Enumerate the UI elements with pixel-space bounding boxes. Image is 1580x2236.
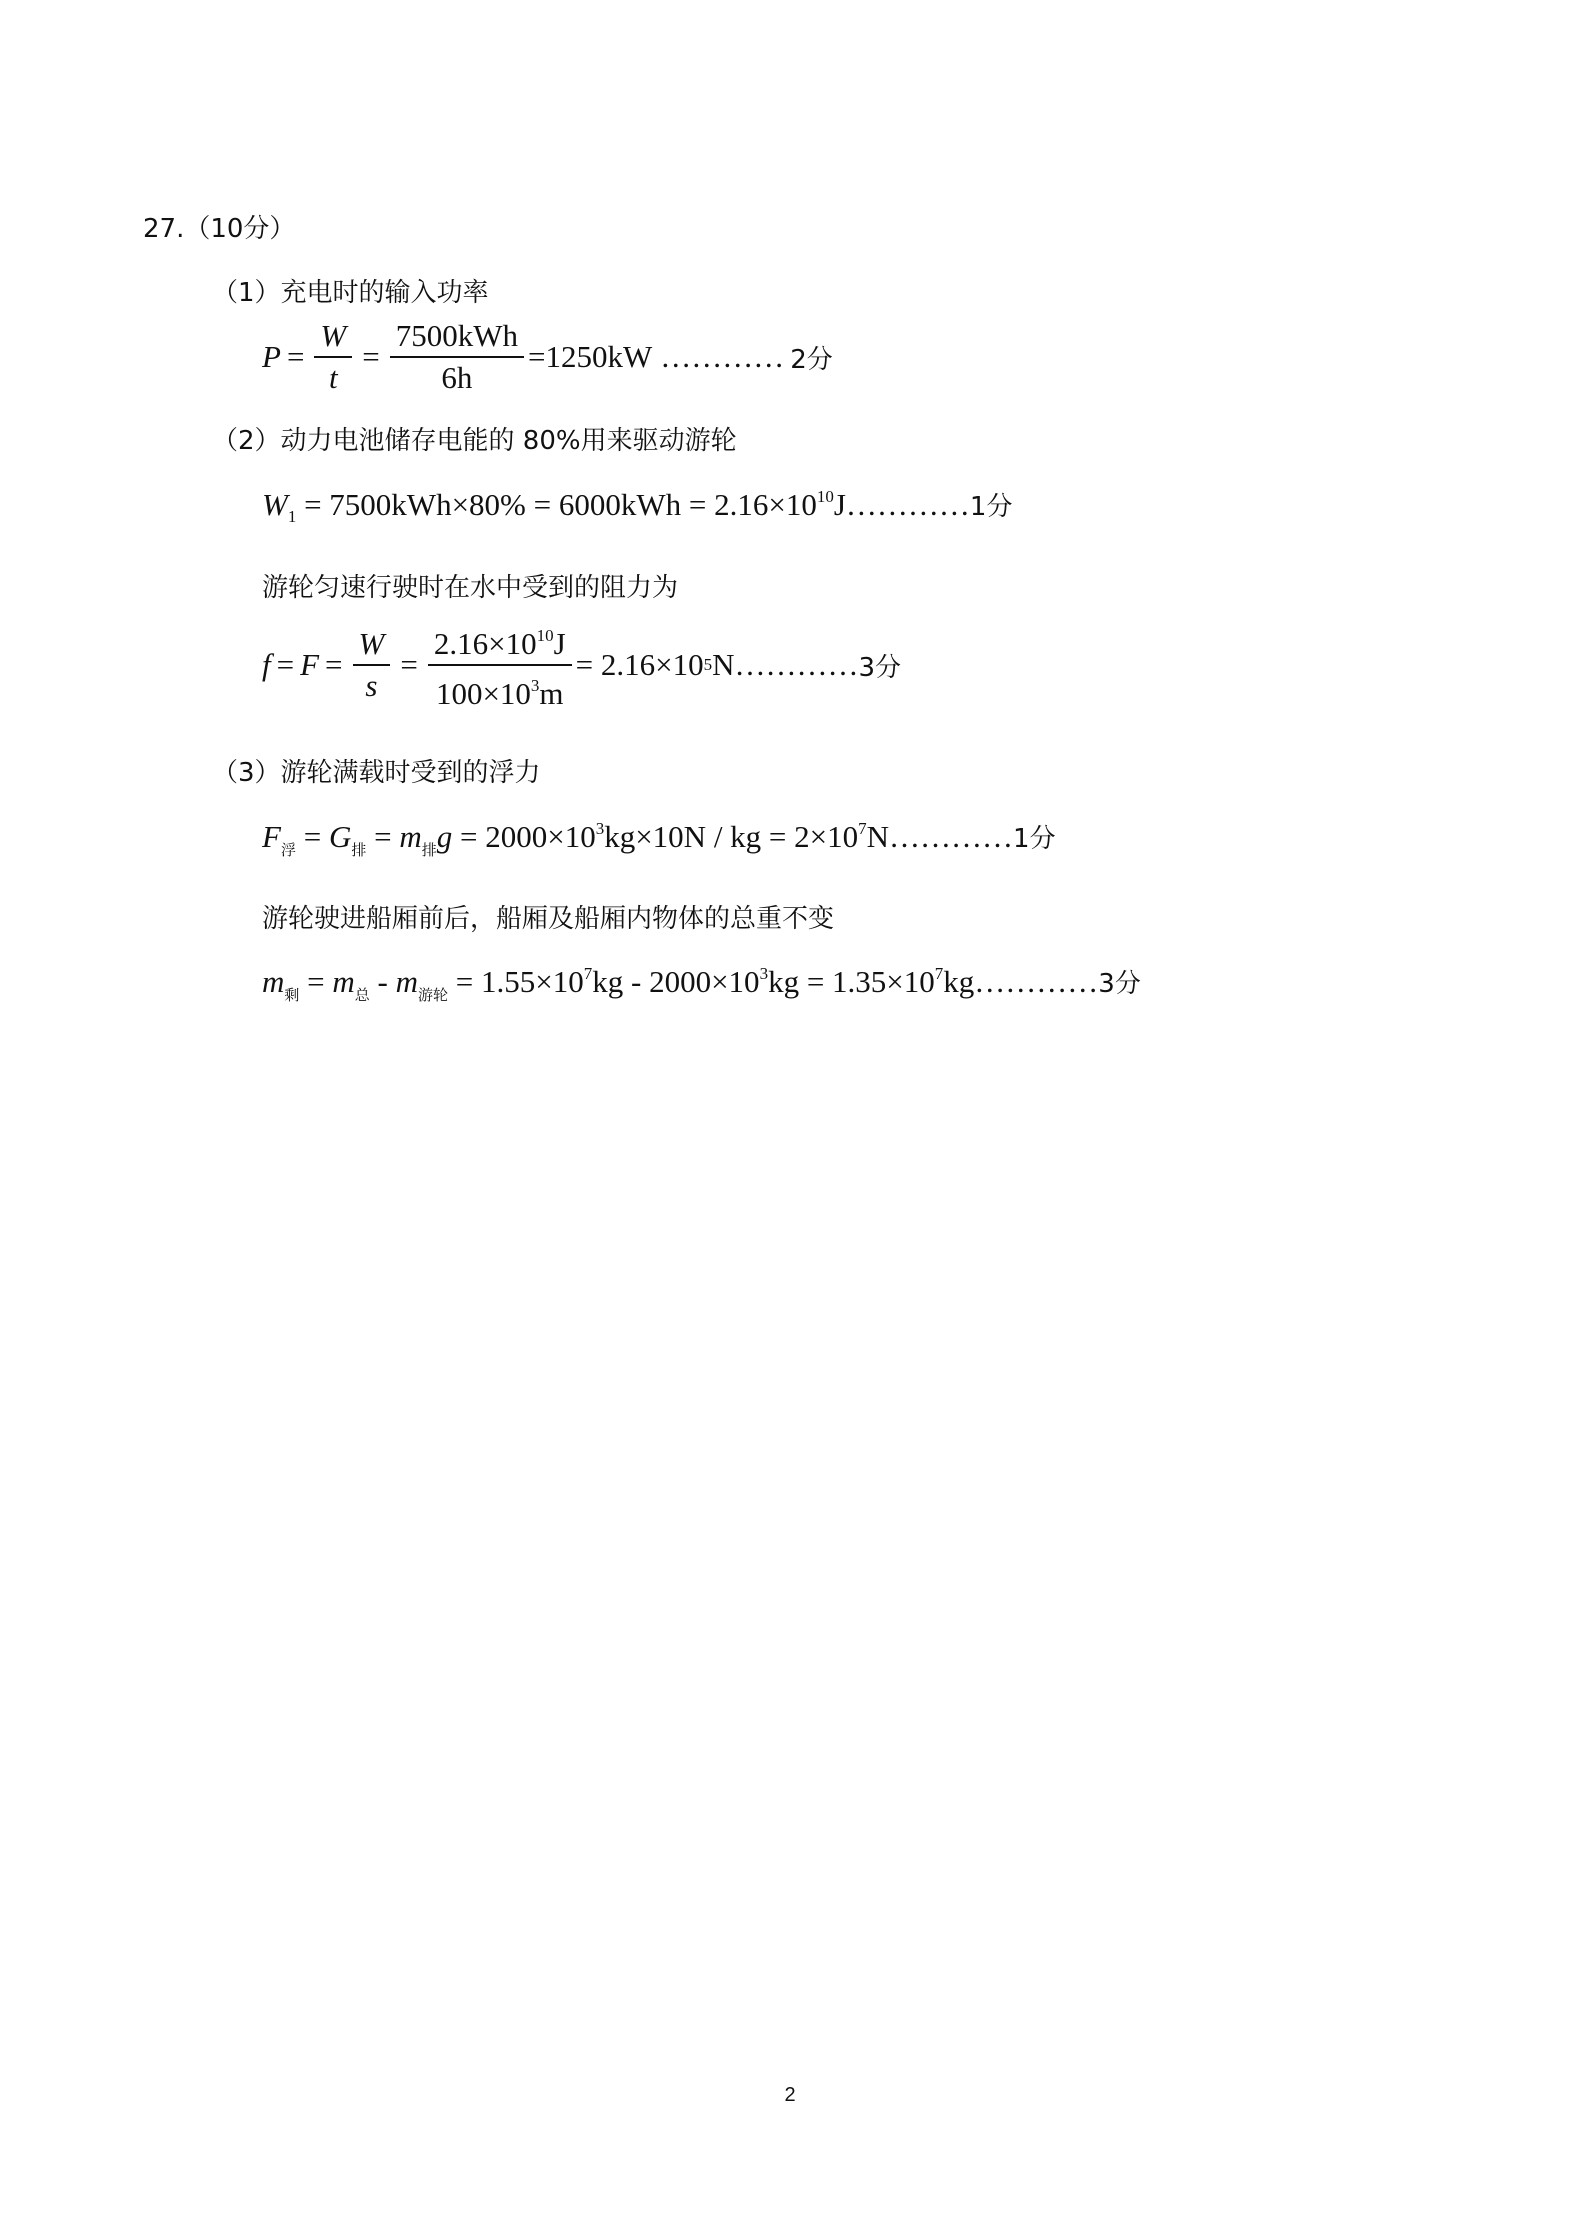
part1-equation [262, 316, 833, 398]
eq-var-m: m [262, 964, 285, 999]
page-number: 2 [784, 2084, 796, 2106]
subscript: 游轮 [418, 986, 449, 1004]
score-label: 1分 [1013, 824, 1056, 854]
part2-equation-2 [262, 616, 901, 714]
unit: J [833, 487, 846, 522]
score-dots: ………… [660, 339, 785, 374]
part1-label: （1）充电时的输入功率 [212, 278, 489, 308]
eq-var-W: W [358, 626, 385, 661]
denominator-value: 100×10 [435, 676, 531, 711]
eq-var-t: t [329, 360, 338, 395]
eq-var-f: f [262, 647, 271, 682]
exponent: 10 [816, 487, 834, 506]
eq-body: kg - 2000×10 [592, 964, 760, 999]
eq-var-m: m [395, 964, 419, 999]
exponent: 7 [934, 964, 944, 983]
eq-var-P: P [262, 339, 281, 374]
eq-body: kg = 1.35×10 [768, 964, 935, 999]
eq-body: = 1.55×10 [455, 964, 584, 999]
score-label: 3分 [1098, 969, 1141, 999]
unit: kg [943, 964, 975, 999]
part2-label: （2）动力电池储存电能的 80%用来驱动游轮 [212, 426, 737, 456]
exponent: 3 [759, 964, 769, 983]
exponent: 10 [536, 626, 554, 645]
score-dots: ………… [845, 487, 970, 522]
unit: N [866, 819, 890, 854]
eq-body: = 7500kWh×80% = 6000kWh = 2.16×10 [304, 487, 817, 522]
question-heading: 27.（10分） [143, 214, 296, 244]
eq-body: = 2000×10 [459, 819, 596, 854]
unit: N [712, 647, 735, 682]
eq-equals: = [362, 339, 380, 374]
subscript: 总 [354, 986, 370, 1004]
score-dots: ………… [974, 964, 1099, 999]
part3-label: （3）游轮满载时受到的浮力 [212, 758, 541, 788]
part2-text: 游轮匀速行驶时在水中受到的阻力为 [262, 573, 679, 603]
score-label: 2分 [790, 344, 833, 375]
exponent: 7 [583, 964, 593, 983]
eq-equals: = [325, 647, 343, 682]
subscript: 剩 [284, 986, 300, 1004]
score-label: 3分 [858, 652, 902, 683]
exponent: 5 [703, 655, 713, 674]
eq-equals: = [276, 647, 295, 682]
score-dots: ………… [734, 647, 859, 682]
eq-body: kg×10N / kg = 2×10 [604, 819, 859, 854]
eq-var-G: G [328, 819, 352, 854]
exponent: 3 [530, 676, 540, 695]
fraction-work-over-distance [428, 616, 572, 714]
fraction-W-over-s [353, 624, 391, 706]
part3-equation-2: $m_剩 = m_总 - m_{游轮} = 1.55\times 10^7kg - 2000\times 10^3kg$ = $1.35\times 10^7kg\dots\dots\dots\dots 3$分 [262, 964, 1141, 1004]
fraction-W-over-t [314, 316, 352, 398]
numerator-value: 2.16×10 [433, 626, 537, 661]
subscript: 排 [421, 841, 437, 859]
subscript: 浮 [280, 841, 296, 859]
eq-equals: = [400, 647, 418, 682]
eq-var-m: m [399, 819, 422, 854]
eq-var-F: F [300, 647, 320, 682]
fraction-numerator: 7500kWh [390, 316, 524, 358]
eq-var-W: W [262, 487, 288, 522]
subscript: 1 [287, 507, 297, 526]
fraction-denominator: 6h [441, 360, 473, 395]
subscript: 排 [351, 841, 367, 859]
eq-var-W: W [320, 318, 347, 353]
score-dots: ………… [889, 819, 1014, 854]
exponent: 3 [595, 819, 605, 838]
part2-equation-1 [262, 486, 1012, 527]
eq-var-F: F [262, 819, 281, 854]
score-label: 1分 [969, 492, 1013, 522]
eq-var-s: s [365, 668, 378, 703]
exponent: 7 [858, 819, 867, 838]
eq-var-g: g [436, 819, 453, 854]
eq-result: = 2.16×10 [575, 647, 704, 682]
unit: m [539, 676, 564, 711]
eq-equals: = [286, 339, 305, 374]
part3-equation-1: $F_浮 = G_排 = m_排g = 2000\times 10^3kg\times 10N$ / kg = $2\times 10^7N\dots\dots\dots\dots 1$分 [262, 819, 1056, 859]
fraction-energy-over-time [390, 316, 524, 398]
unit: J [553, 626, 566, 661]
eq-result: =1250kW [528, 339, 653, 374]
part3-text: 游轮驶进船厢前后，船厢及船厢内物体的总重不变 [262, 904, 835, 934]
eq-var-m: m [332, 964, 355, 999]
